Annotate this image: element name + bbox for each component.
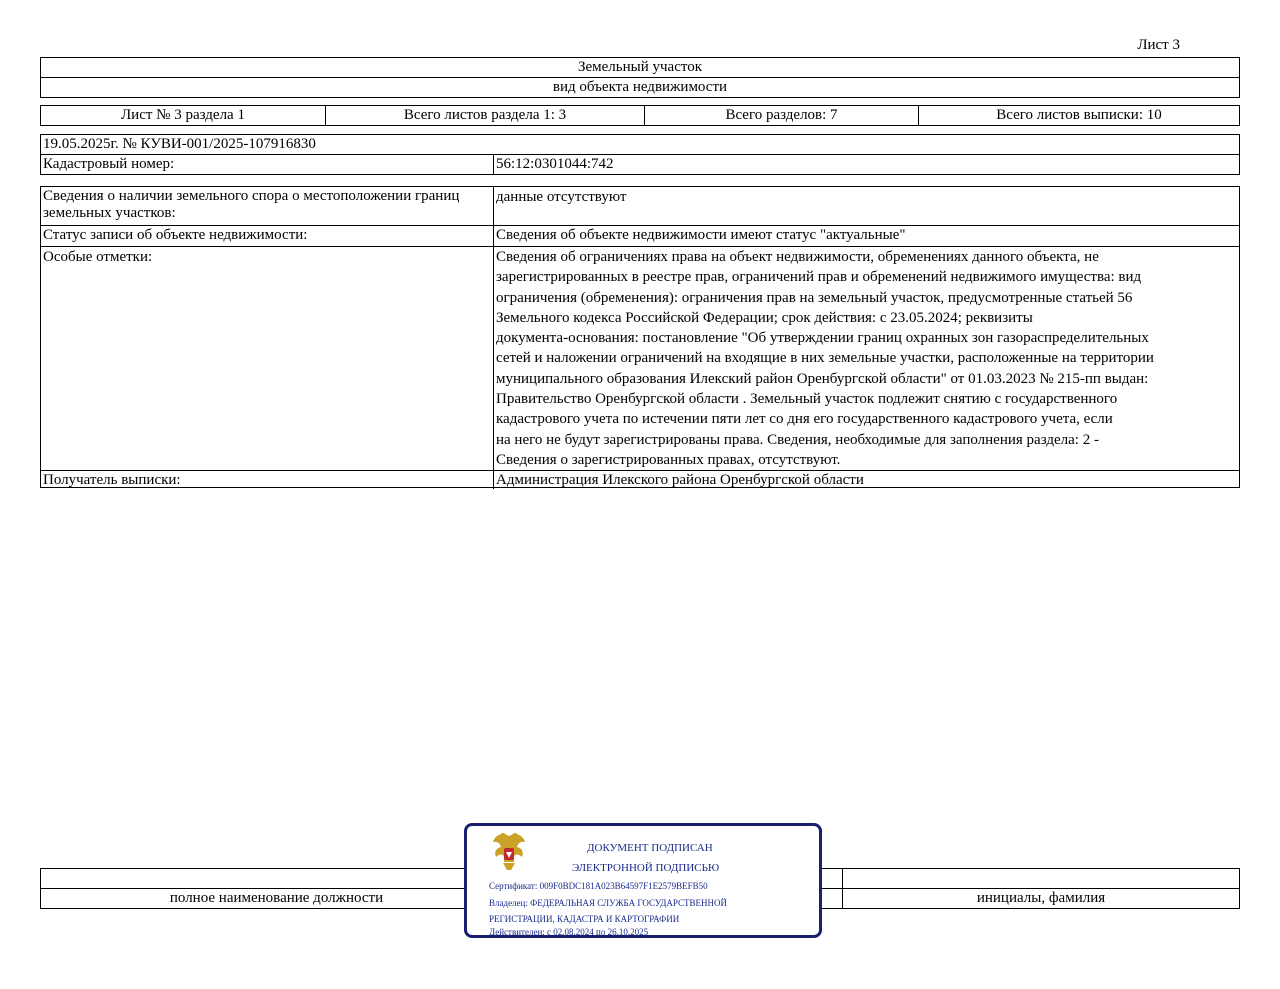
recipient-row — [41, 470, 1239, 489]
notes-line: Правительство Оренбургской области . Земельный участок подлежит снятию с государственного — [496, 391, 1118, 408]
stamp-validity: Действителен: с 02.08.2024 по 26.10.2025 — [489, 927, 649, 937]
dispute-row — [41, 187, 1239, 225]
notes-line: ограничения (обременения): ограничения прав на земельный участок, предусмотренные статьей 56 — [496, 289, 1133, 306]
cadastral-value: 56:12:0301044:742 — [496, 156, 614, 172]
name-label: инициалы, фамилия — [976, 890, 1106, 906]
status-value: Сведения об объекте недвижимости имеют статус "актуальные" — [496, 227, 906, 243]
stamp-certificate: Сертификат: 009F0BDC181A023B64597F1E2579BEFB50 — [489, 881, 708, 891]
signature-name-blank — [843, 869, 1239, 888]
date-number: 19.05.2025г. № КУВИ-001/2025-107916830 — [43, 136, 316, 152]
total-sections: Всего разделов: 7 — [645, 106, 919, 125]
notes-line: зарегистрированных в реестре прав, ограничений прав и обременений недвижимого имущества: вид — [496, 269, 1142, 286]
notes-line: муниципального образования Илекский район Оренбургской области" от 01.03.2023 № 215-пп выдан: — [496, 370, 1149, 387]
object-title: Земельный участок — [577, 59, 703, 75]
total-sheets-section: Всего листов раздела 1: 3 — [326, 106, 645, 125]
notes-line: Сведения об ограничениях права на объект недвижимости, обременениях данного объекта, не — [496, 249, 1099, 265]
stamp-owner1: Владелец: ФЕДЕРАЛЬНАЯ СЛУЖБА ГОСУДАРСТВЕННОЙ — [489, 898, 728, 908]
total-sheets-extract: Всего листов выписки: 10 — [996, 107, 1162, 123]
stamp-owner2: РЕГИСТРАЦИИ, КАДАСТРА И КАРТОГРАФИИ — [489, 914, 680, 924]
coat-of-arms-icon — [487, 830, 531, 874]
sheet-label: Лист 3 — [1137, 37, 1180, 53]
notes-line: на него не будут зарегистрированы права. Сведения, необходимые для заполнения раздела: 2 - — [496, 431, 1099, 448]
notes-line: Сведения о зарегистрированных правах, отсутствуют. — [496, 451, 841, 468]
notes-line: кадастрового учета по истечении пяти лет со дня его государственного кадастрового учета, если — [496, 411, 1113, 428]
notes-row — [41, 246, 1239, 470]
dispute-value: данные отсутствуют — [496, 189, 627, 205]
recipient-label: Получатель выписки: — [41, 471, 494, 489]
e-signature-stamp — [464, 823, 822, 938]
stamp-line2: ЭЛЕКТРОННОЙ ПОДПИСЬЮ — [572, 862, 720, 874]
object-header — [40, 57, 1240, 98]
notes-line: сетей и наложении ограничений на входящие в них земельные участки, расположенные на территории — [496, 350, 1154, 367]
details-table — [40, 186, 1240, 488]
sheet-of-section: Лист № 3 раздела 1 — [41, 106, 326, 125]
stamp-line1: ДОКУМЕНТ ПОДПИСАН — [587, 842, 713, 854]
recipient-value: Администрация Илекского района Оренбургской области — [496, 472, 864, 488]
notes-value — [494, 247, 1239, 470]
object-subtitle: вид объекта недвижимости — [41, 77, 1239, 97]
position-label: полное наименование должности — [41, 889, 513, 908]
dispute-label: Сведения о наличии земельного спора о местоположении границ земельных участков: — [41, 187, 494, 225]
cadastral-row — [41, 154, 1239, 174]
counters-row — [40, 105, 1240, 126]
status-label: Статус записи об объекте недвижимости: — [41, 226, 494, 246]
notes-label: Особые отметки: — [41, 247, 494, 470]
doc-info — [40, 134, 1240, 175]
notes-line: документа-основания: постановление "Об утверждении границ охранных зон газораспределительных — [496, 330, 1149, 347]
status-row — [41, 225, 1239, 246]
cadastral-label: Кадастровый номер: — [41, 155, 494, 174]
notes-line: Земельного кодекса Российской Федерации; срок действия: с 23.05.2024; реквизиты — [496, 309, 1033, 326]
